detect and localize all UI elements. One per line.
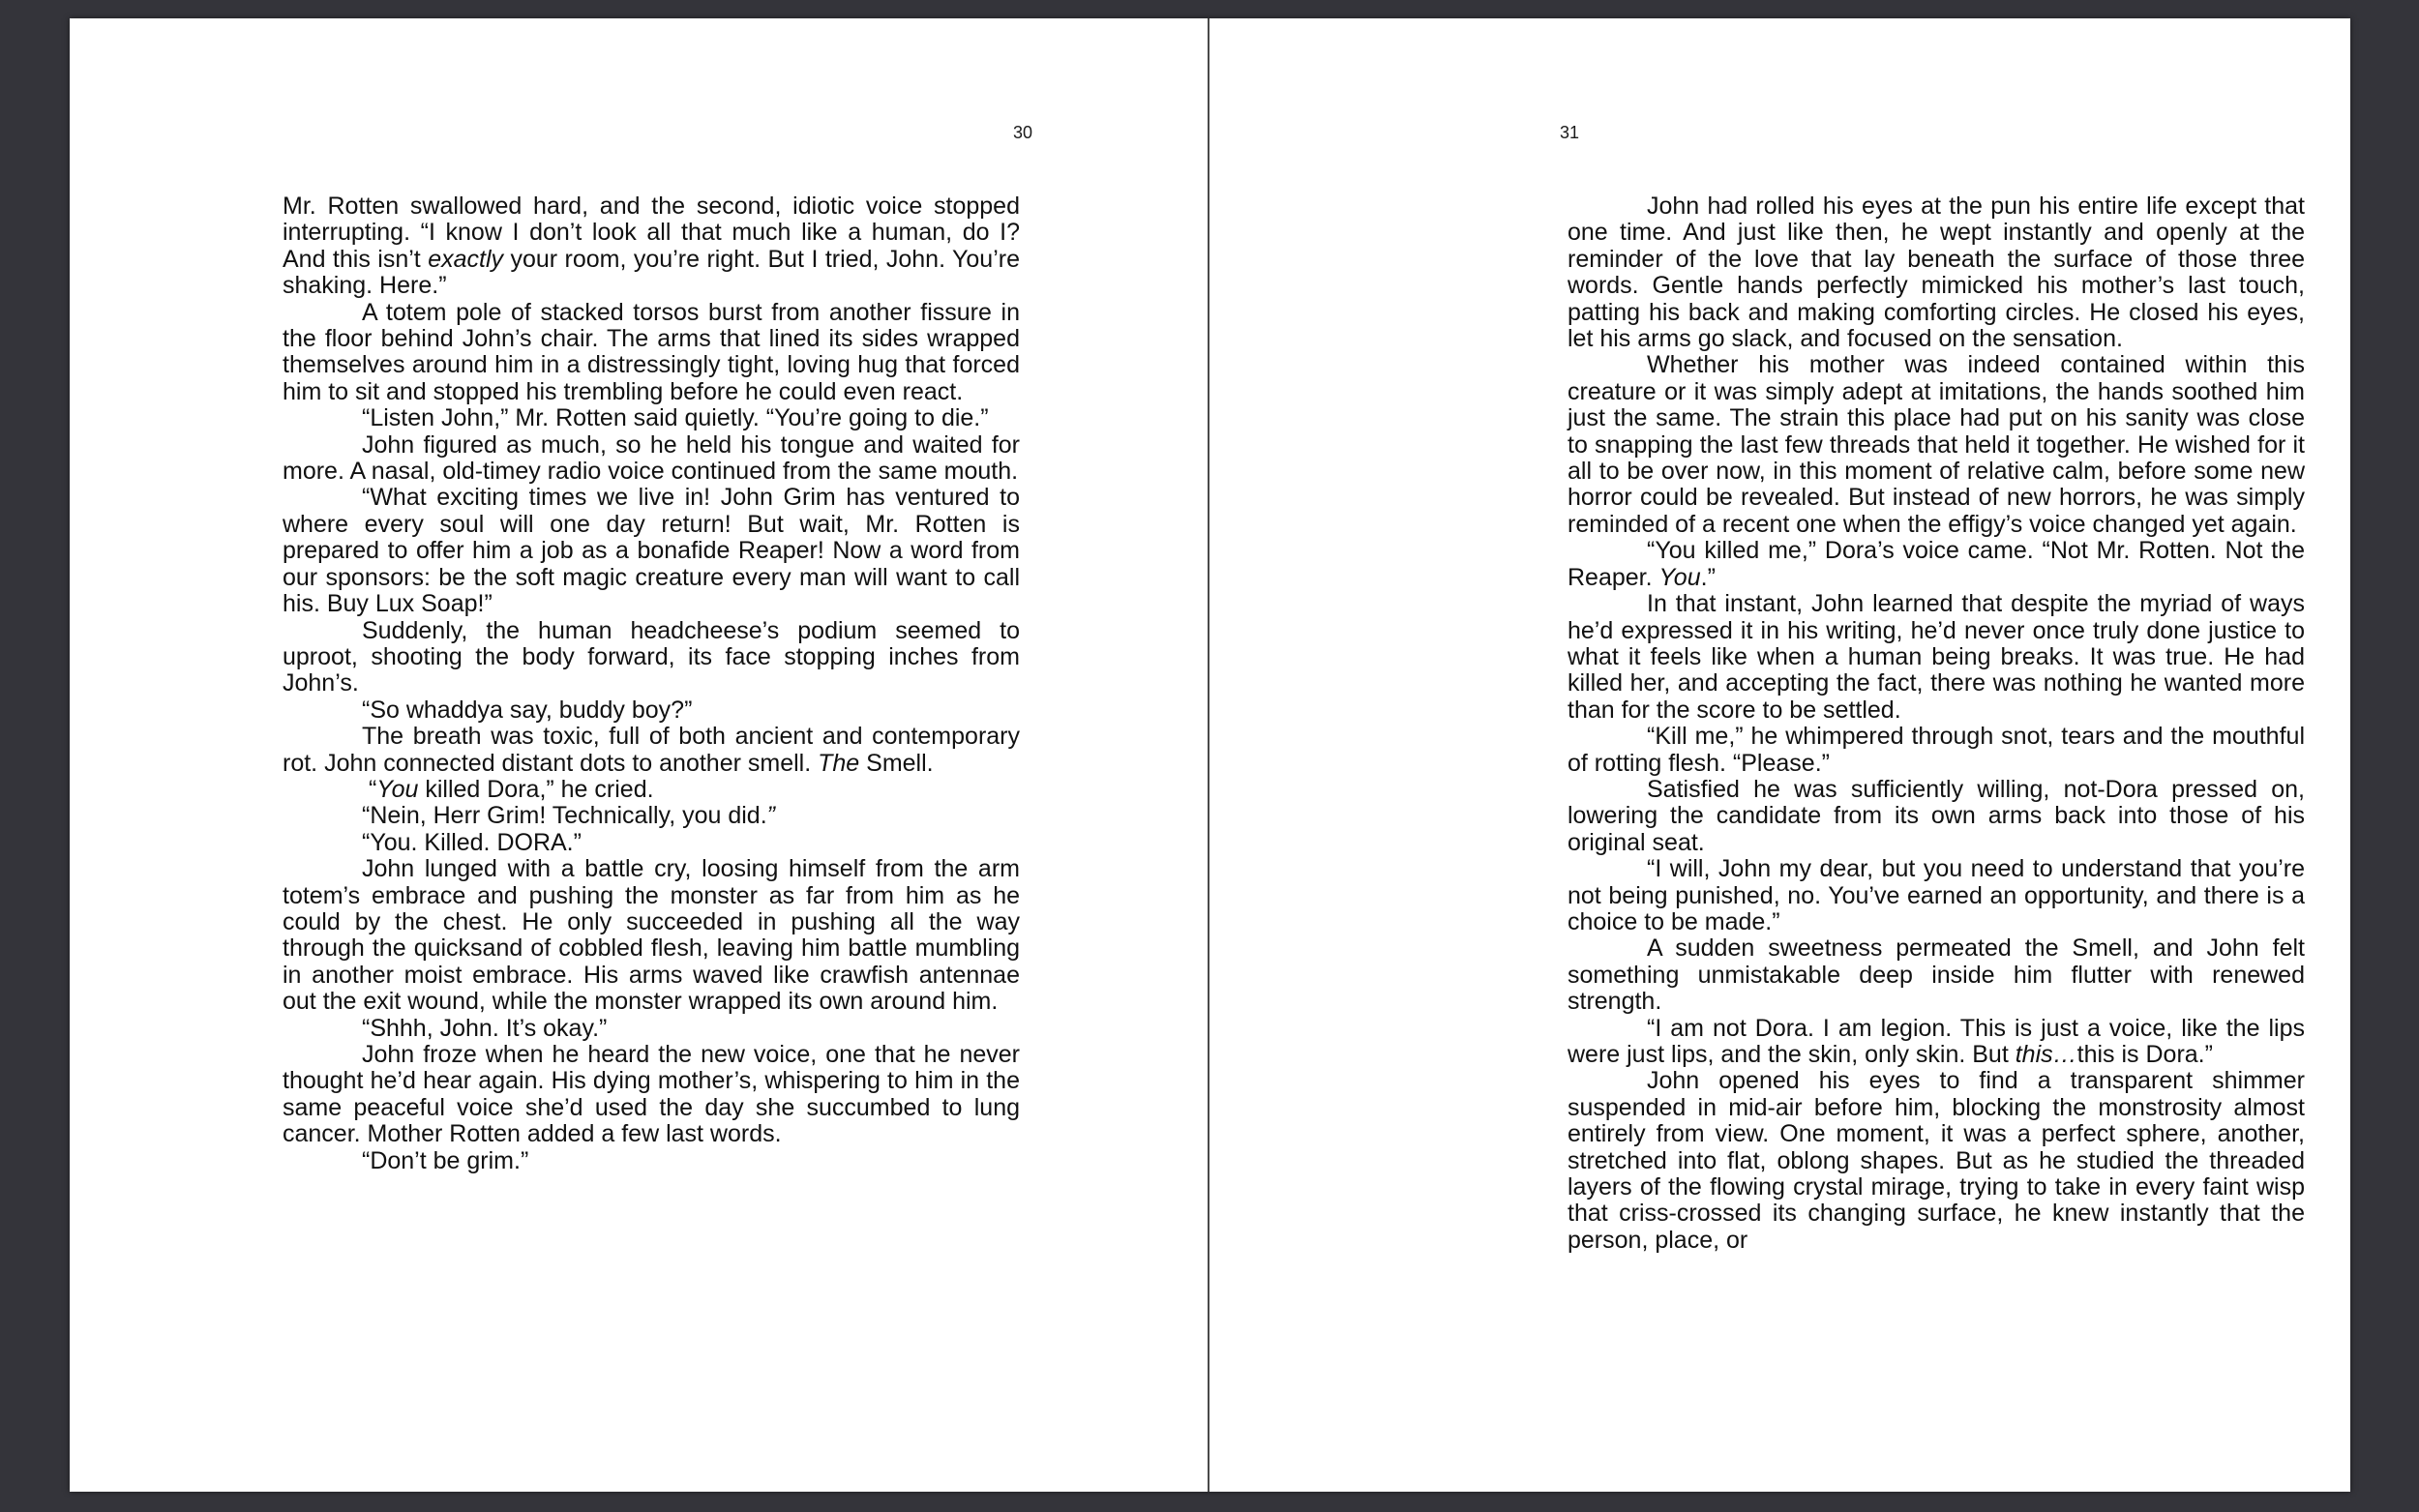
paragraph: “Nein, Herr Grim! Technically, you did.” [362, 802, 775, 830]
paragraph: A sudden sweetness permeated the Smell, and John felt something unmistakable deep inside him flutter with renewed strength. [1568, 934, 2305, 1016]
paragraph: Satisfied he was sufficiently willing, not-Dora pressed on, lowering the candidate from its own arms back into those of his original seat. [1568, 775, 2305, 856]
page-number: 30 [1013, 123, 1033, 142]
paragraph: “So whaddya say, buddy boy?” [362, 696, 693, 724]
page-body [1568, 193, 2305, 1254]
paragraph: “You killed me,” Dora’s voice came. “Not Mr. Rotten. Not the Reaper. You.” [1568, 537, 2305, 591]
paragraph: John opened his eyes to find a transparent shimmer suspended in mid-air before him, blocking the monstrosity almost entirely from view. One moment, it was a perfect sphere, another, stretched into flat, oblong shapes. But as he studied the threaded layers of the flowing crystal mirage, trying to take in every faint wisp that criss-crossed its changing surface, he knew instantly that the person, place, or [1568, 1067, 2305, 1254]
paragraph: Suddenly, the human headcheese’s podium seemed to uproot, shooting the body forward, its face stopping inches from John’s. [283, 616, 1020, 697]
paragraph: In that instant, John learned that despite the myriad of ways he’d expressed it in his writing, he’d never once truly done justice to what it feels like when a human being breaks. It was true. He had killed her, and accepting the fact, there was nothing he wanted more than for the score to be settled. [1568, 590, 2305, 724]
paragraph: “You. Killed. DORA.” [362, 828, 582, 856]
paragraph: “Kill me,” he whimpered through snot, tears and the mouthful of rotting flesh. “Please.” [1568, 723, 2305, 777]
paragraph: “I will, John my dear, but you need to understand that you’re not being punished, no. You’ve earned an opportunity, and there is a choice to be made.” [1568, 855, 2305, 935]
paragraph: “Listen John,” Mr. Rotten said quietly. “You’re going to die.” [362, 404, 989, 432]
paragraph: “I am not Dora. I am legion. This is just a voice, like the lips were just lips, and the skin, only skin. But this…this is Dora.” [1568, 1014, 2305, 1068]
paragraph: Mr. Rotten swallowed hard, and the second, idiotic voice stopped interrupting. “I know I don’t look all that much like a human, do I? And this isn’t exactly your room, you’re right. But I tried, John. You’re shaking. Here.” [283, 193, 1020, 300]
paragraph: “You killed Dora,” he cried. [362, 775, 654, 803]
paragraph: “Don’t be grim.” [362, 1146, 529, 1174]
paragraph: Whether his mother was indeed contained within this creature or it was simply adept at imitations, the hands soothed him just the same. The strain this place had put on his sanity was close to snapping the last few threads that held it together. He wished for it all to be over now, in this moment of relative calm, before some new horror could be revealed. But instead of new horrors, he was simply reminded of a recent one when the effigy’s voice changed yet again. [1568, 351, 2305, 538]
paragraph: “Shhh, John. It’s okay.” [362, 1014, 608, 1042]
paragraph: John had rolled his eyes at the pun his entire life except that one time. And just like then, he wept instantly and openly at the reminder of the love that lay beneath the surface of those three words. Gentle hands perfectly mimicked his mother’s last touch, patting his back and making comforting circles. He closed his eyes, let his arms go slack, and focused on the sensation. [1568, 193, 2305, 353]
paragraph: John figured as much, so he held his tongue and waited for more. A nasal, old-timey radio voice continued from the same mouth. [283, 430, 1020, 486]
paragraph: A totem pole of stacked torsos burst from another fissure in the floor behind John’s chair. The arms that lined its sides wrapped themselves around him in a distressingly tight, loving hug that forced him to sit and stopped his trembling before he could even react. [283, 298, 1020, 405]
left-page [70, 18, 1208, 1492]
book-spread [70, 18, 2350, 1492]
paragraph: The breath was toxic, full of both ancient and contemporary rot. John connected distant dots to another smell. The Smell. [283, 723, 1020, 777]
paragraph: John lunged with a battle cry, loosing himself from the arm totem’s embrace and pushing the monster as far from him as he could by the chest. He only succeeded in pushing all the way through the quicksand of cobbled flesh, leaving him battle mumbling in another moist embrace. His arms waved like crawfish antennae out the exit wound, while the monster wrapped its own around him. [283, 855, 1020, 1016]
paragraph: “What exciting times we live in! John Grim has ventured to where every soul will one day return! But wait, Mr. Rotten is prepared to offer him a job as a bonafide Reaper! Now a word from our sponsors: be the soft magic creature every man will want to call his. Buy Lux Soap!” [283, 484, 1020, 618]
page-number: 31 [1560, 123, 1580, 142]
paragraph: John froze when he heard the new voice, one that he never thought he’d hear again. His dying mother’s, whispering to him in the same peaceful voice she’d used the day she succumbed to lung cancer. Mother Rotten added a few last words. [283, 1041, 1020, 1148]
page-body [283, 193, 1020, 1174]
right-page [1210, 18, 2347, 1492]
